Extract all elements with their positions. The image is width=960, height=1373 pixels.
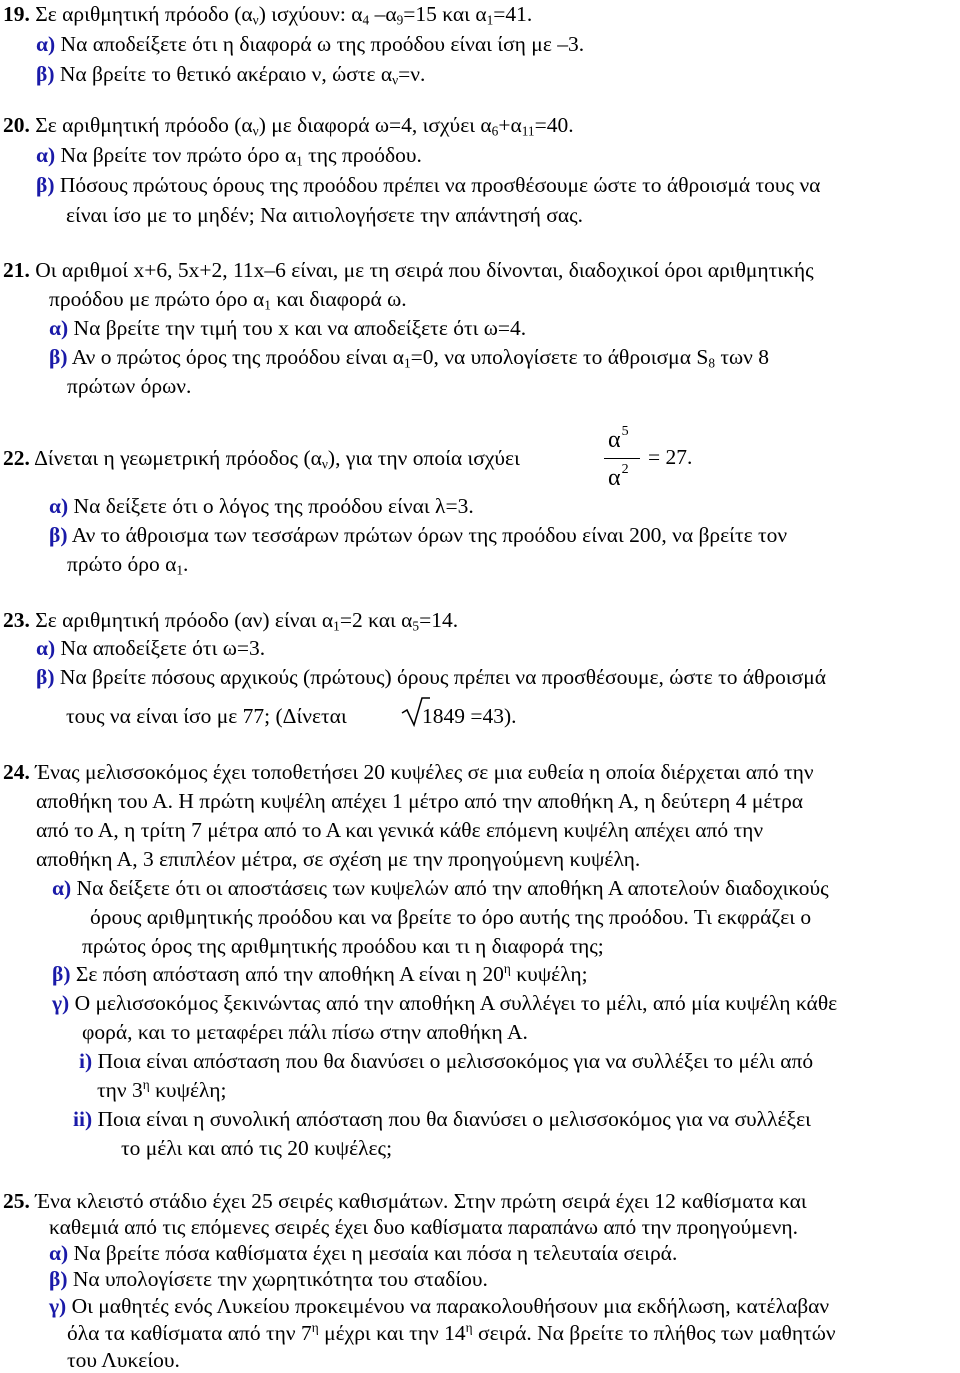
- fraction-a5-over-a2: [602, 424, 702, 494]
- problem-24-stem-line4: αποθήκη Α, 3 επιπλέον μέτρα, σε σχέση με την προηγούμενη κυψέλη.: [36, 847, 641, 871]
- problem-24-part-a-line2: όρους αριθμητικής προόδου και να βρείτε το όρο αυτής της προόδου. Τι εκφράζει ο: [90, 905, 812, 929]
- problem-23-stem: 23. Σε αριθμητική πρόοδο (αν) είναι α1=2 και α5=14.: [3, 608, 459, 634]
- problem-20-part-a: α) Να βρείτε τον πρώτο όρο α1 της προόδου.: [36, 143, 422, 169]
- fraction-denominator: $\alpha^2$: [608, 462, 629, 491]
- problem-number: 20.: [3, 113, 30, 137]
- problem-21-stem-cont: προόδου με πρώτο όρο α1 και διαφορά ω.: [49, 287, 407, 313]
- fraction-rhs: = 27.: [648, 445, 693, 469]
- problem-25-part-c: γ) Οι μαθητές ενός Λυκείου προκειμένου να παρακολουθήσουν μια εκδήλωση, κατέλαβαν: [49, 1294, 830, 1318]
- problem-21-part-b: β) Αν ο πρώτος όρος της προόδου είναι α1=0, να υπολογίσετε το άθροισμα S8 των 8: [49, 345, 769, 371]
- problem-24-stem-line2: αποθήκη του Α. Η πρώτη κυψέλη απέχει 1 μέτρο από την αποθήκη Α, η δεύτερη 4 μέτρα: [36, 789, 804, 813]
- problem-24-part-b: β) Σε πόση απόσταση από την αποθήκη Α είναι η $20^\eta$ κυψέλη;: [52, 961, 588, 986]
- square-root: [400, 695, 540, 729]
- fraction-bar: [604, 458, 640, 459]
- problem-24-stem: 24. Ένας μελισσοκόμος έχει τοποθετήσει 20 κυψέλες σε μια ευθεία η οποία διέρχεται από την: [3, 760, 814, 784]
- problem-21-stem: 21. Οι αριθμοί x+6, 5x+2, 11x–6 είναι, με τη σειρά που δίνονται, διαδοχικοί όροι αριθμητικής: [3, 258, 814, 282]
- problem-25-part-c-line2: όλα τα καθίσματα από την $7^\eta$ μέχρι και την $14^\eta$ σειρά. Να βρείτε το πλήθος των μαθητών: [67, 1320, 836, 1345]
- problem-25-stem-line2: καθεμιά από τις επόμενες σειρές έχει δυο καθίσματα παραπάνω από την προηγούμενη.: [49, 1215, 799, 1239]
- problem-20-part-b-cont: είναι ίσο με το μηδέν; Να αιτιολογήσετε την απάντησή σας.: [66, 203, 584, 227]
- problem-22-part-a: α) Να δείξετε ότι ο λόγος της προόδου είναι λ=3.: [49, 494, 474, 518]
- problem-20-stem: 20. Σε αριθμητική πρόοδο (αν) με διαφορά ω=4, ισχύει α6+α11=40.: [3, 113, 574, 139]
- problem-19-stem: 19. Σε αριθμητική πρόοδο (αν) ισχύουν: α4 –α9=15 και α1=41.: [3, 2, 533, 28]
- part-label: β): [36, 62, 55, 86]
- problem-22-part-b-cont: πρώτο όρο α1.: [67, 552, 189, 578]
- problem-25-part-a: α) Να βρείτε πόσα καθίσματα έχει η μεσαία και πόσα η τελευταία σειρά.: [49, 1241, 678, 1265]
- problem-24-sub-ii: ii) Ποια είναι η συνολική απόσταση που θα διανύσει ο μελισσοκόμος για να συλλέξει: [73, 1107, 811, 1131]
- problem-24-part-c-line2: φορά, και το μεταφέρει πάλι πίσω στην αποθήκη Α.: [82, 1020, 528, 1044]
- problem-24-sub-ii-line2: το μέλι και από τις 20 κυψέλες;: [121, 1136, 393, 1160]
- problem-23-part-b: β) Να βρείτε πόσους αρχικούς (πρώτους) όρους πρέπει να προσθέσουμε, ώστε το άθροισμά: [36, 665, 827, 689]
- problem-21-part-b-cont: πρώτων όρων.: [67, 374, 192, 398]
- fraction-numerator: $\alpha^5$: [608, 424, 629, 453]
- problem-19-part-b: β) Να βρείτε το θετικό ακέραιο ν, ώστε αν=ν.: [36, 62, 426, 88]
- problem-24-part-a-line3: πρώτος όρος της αριθμητικής προόδου και τι η διαφορά της;: [82, 934, 604, 958]
- problem-22-stem: 22. Δίνεται η γεωμετρική πρόοδος (αν), για την οποία ισχύει: [3, 446, 520, 472]
- problem-24-stem-line3: από το Α, η τρίτη 7 μέτρα από το Α και γενικά κάθε επόμενη κυψέλη απέχει από την: [36, 818, 764, 842]
- problem-22-part-b: β) Αν το άθροισμα των τεσσάρων πρώτων όρων της προόδου είναι 200, να βρείτε τον: [49, 523, 788, 547]
- problem-19-part-a: α) Να αποδείξετε ότι η διαφορά ω της προόδου είναι ίση με –3.: [36, 32, 585, 56]
- problem-23-part-a: α) Να αποδείξετε ότι ω=3.: [36, 636, 266, 660]
- problem-25-part-c-line3: του Λυκείου.: [67, 1348, 180, 1372]
- problem-24-sub-i: i) Ποια είναι απόσταση που θα διανύσει ο μελισσοκόμος για να συλλέξει το μέλι από: [79, 1049, 814, 1073]
- problem-24-part-c: γ) Ο μελισσοκόμος ξεκινώντας από την αποθήκη Α συλλέγει το μέλι, από μία κυψέλη κάθε: [52, 991, 838, 1015]
- sqrt-radicand: 1849 =43).: [422, 704, 517, 728]
- problem-23-part-b-cont: τους να είναι ίσο με 77; (Δίνεται: [66, 704, 347, 728]
- problem-24-sub-i-line2: την $3^\eta$ κυψέλη;: [97, 1077, 227, 1102]
- problem-number: 19.: [3, 2, 30, 26]
- part-label: α): [36, 32, 56, 56]
- problem-25-part-b: β) Να υπολογίσετε την χωρητικότητα του σταδίου.: [49, 1267, 488, 1291]
- problem-24-part-a: α) Να δείξετε ότι οι αποστάσεις των κυψελών από την αποθήκη Α αποτελούν διαδοχικούς: [52, 876, 829, 900]
- problem-20-part-b: β) Πόσους πρώτους όρους της προόδου πρέπει να προσθέσουμε ώστε το άθροισμά τους να: [36, 173, 821, 197]
- problem-25-stem: 25. Ένα κλειστό στάδιο έχει 25 σειρές καθισμάτων. Στην πρώτη σειρά έχει 12 καθίσματα και: [3, 1189, 807, 1213]
- problem-21-part-a: α) Να βρείτε την τιμή του x και να αποδείξετε ότι ω=4.: [49, 316, 527, 340]
